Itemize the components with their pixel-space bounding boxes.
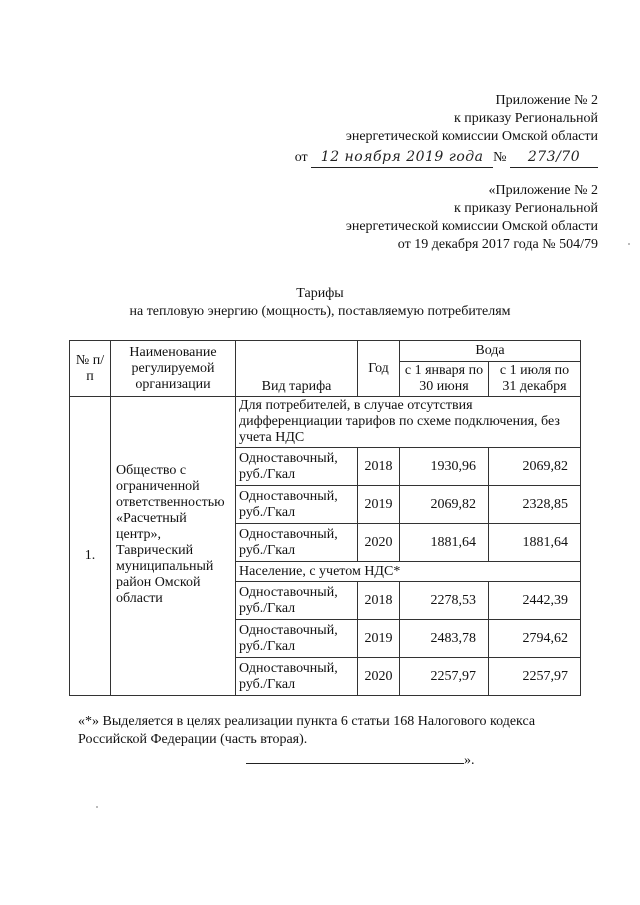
period-1-value: 2483,78 [400, 620, 489, 658]
number-prefix: № [493, 150, 507, 165]
appendix-header-new [295, 92, 598, 168]
old-appendix-label: «Приложение № 2 [488, 183, 598, 198]
period-2-value: 2257,97 [489, 658, 581, 696]
appendix-header-old [346, 182, 598, 254]
period-2-value: 2442,39 [489, 582, 581, 620]
header-water: Вода [400, 341, 581, 362]
tariff-table [69, 340, 581, 696]
document-title [0, 286, 640, 320]
appendix-label: Приложение № 2 [495, 93, 598, 108]
year-cell: 2019 [358, 486, 400, 524]
handwritten-date: 12 ноября 2019 года [320, 149, 484, 165]
tariff-type-cell: Одноставочный, руб./Гкал [236, 486, 358, 524]
period-1-value: 1930,96 [400, 448, 489, 486]
header-period-1: с 1 января по 30 июня [400, 362, 489, 397]
tariff-type-cell: Одноставочный, руб./Гкал [236, 582, 358, 620]
old-order-reference: к приказу Региональной [453, 201, 598, 216]
tariff-type-cell: Одноставочный, руб./Гкал [236, 620, 358, 658]
period-2-value: 2794,62 [489, 620, 581, 658]
order-reference: к приказу Региональной [453, 111, 598, 126]
period-2-value: 1881,64 [489, 524, 581, 562]
title-sub: на тепловую энергию (мощность), поставляемую потребителям [129, 304, 511, 319]
header-year: Год [358, 341, 400, 397]
title-main: Тарифы [296, 286, 344, 301]
year-cell: 2020 [358, 658, 400, 696]
old-order-date: от 19 декабря 2017 года № 504/79 [397, 237, 598, 252]
year-cell: 2018 [358, 582, 400, 620]
handwritten-number: 273/70 [527, 149, 581, 165]
table-header-row [70, 341, 581, 362]
commission-name: энергетической комиссии Омской области [345, 129, 598, 144]
group-label-population: Население, с учетом НДС* [236, 562, 581, 582]
tariff-type-cell: Одноставочный, руб./Гкал [236, 448, 358, 486]
handwritten-number-field [510, 148, 598, 168]
date-prefix: от [294, 150, 308, 165]
period-2-value: 2069,82 [489, 448, 581, 486]
old-commission-name: энергетической комиссии Омской области [345, 219, 598, 234]
closing-line [246, 752, 475, 769]
header-num: № п/п [70, 341, 111, 397]
closing-underline [246, 752, 464, 764]
header-tariff-type: Вид тарифа [236, 341, 358, 397]
period-2-value: 2328,85 [489, 486, 581, 524]
scan-speck [96, 806, 98, 808]
period-1-value: 1881,64 [400, 524, 489, 562]
group-label-business: Для потребителей, в случае отсутствия дифференциации тарифов по схеме подключения, без учета НДС [236, 397, 581, 448]
tariff-type-cell: Одноставочный, руб./Гкал [236, 524, 358, 562]
period-1-value: 2257,97 [400, 658, 489, 696]
header-org: Наименование регулируемой организации [111, 341, 236, 397]
footnote: «*» Выделяется в целях реализации пункта 6 статьи 168 Налогового кодекса Российской Федерации (часть вторая). [78, 714, 536, 747]
order-date-line [295, 148, 598, 168]
year-cell: 2018 [358, 448, 400, 486]
header-period-2: с 1 июля по 31 декабря [489, 362, 581, 397]
closing-mark: ». [464, 753, 475, 768]
year-cell: 2019 [358, 620, 400, 658]
period-1-value: 2278,53 [400, 582, 489, 620]
scan-speck [628, 243, 630, 245]
period-1-value: 2069,82 [400, 486, 489, 524]
row-number: 1. [70, 397, 111, 696]
table-row [70, 397, 581, 448]
year-cell: 2020 [358, 524, 400, 562]
organization-name: Общество с ограниченной ответственностью «Расчетный центр», Таврический муниципальный район Омской области [111, 397, 236, 696]
tariff-type-cell: Одноставочный, руб./Гкал [236, 658, 358, 696]
handwritten-date-field [311, 148, 493, 168]
